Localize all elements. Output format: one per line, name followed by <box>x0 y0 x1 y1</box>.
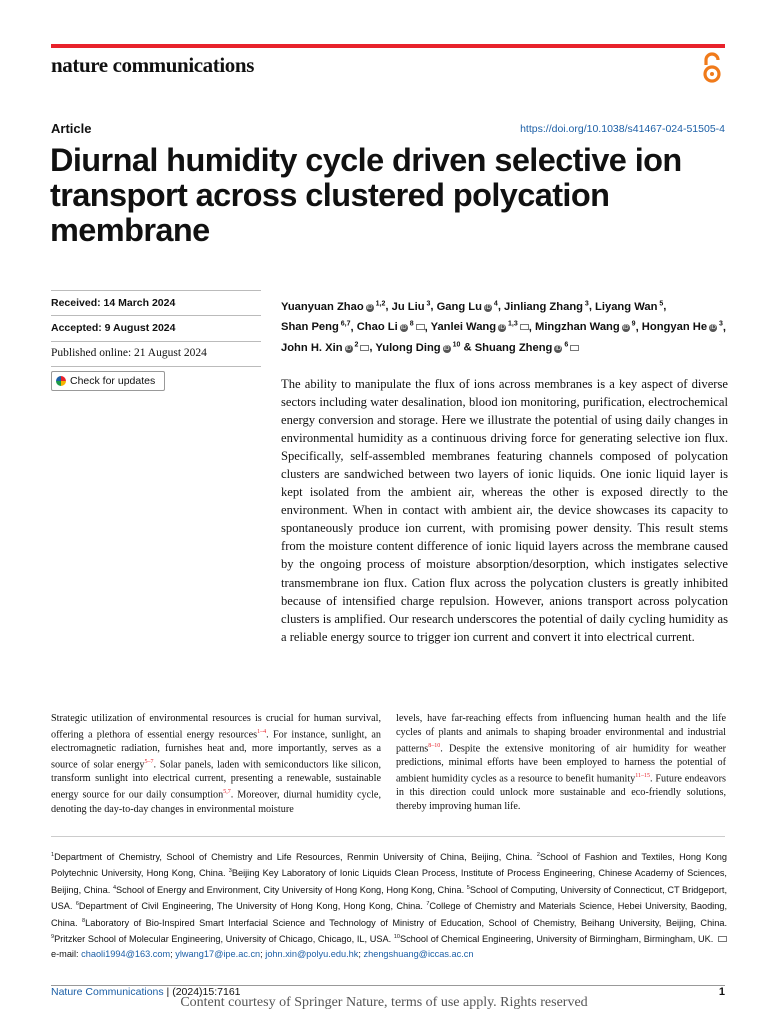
author <box>595 301 663 313</box>
affiliations: $^1$Department of Chemistry, School of Chemistry and Life Resources, Renmin University of China, Beijing, China. $^2$School of Fashion and Textiles, Hong Kong Polytechnic University, Hong Kong, China. $^3$Beijing Key Laboratory of Ionic Liquids Clean Process, Institute of Process Engineering, Chinese Academy of Sciences, Beijing, China. $^4$School of Energy and Environment, City University of Hong Kong, Hong Kong, China. $^5$School of Computing, University of Connecticut, CT Bridgeport, USA. $^6$Department of Civil Engineering, The University of Hong Kong, Hong Kong, China. $^7$College of Chemistry and Materials Science, Hebei University, Baoding, China. $^8$Laboratory of Bio-Inspired Smart Interfacial Science and Technology of Ministry of Education, School of Chemistry, Beihang University, Beijing, China. $^9$Pritzker School of Molecular Engineering, University of Chicago, Chicago, IL, USA. $^{10}$School of Chemical Engineering, University of Birmingham, Birmingham, UK. e-mail: chaoli1994@163.com; ylwang17@ipe.ac.cn; john.xin@polyu.edu.hk; zhengshuang@iccas.ac.cn <box>51 852 728 959</box>
accepted-date: Accepted: 9 August 2024 <box>51 322 176 334</box>
reference-marker: 5,7 <box>223 789 231 796</box>
affiliation-text: College of Chemistry and Materials Science, Hebei University, Baoding, China. <box>51 901 727 928</box>
page-number: 1 <box>718 986 725 998</box>
orcid-icon[interactable]: iD <box>485 304 491 311</box>
author-affiliation-marker: 2 <box>352 341 359 349</box>
author-name: Ju Liu <box>391 300 425 313</box>
author <box>281 342 369 354</box>
author <box>535 321 636 333</box>
author-affiliation-marker: 3 <box>582 300 589 307</box>
affiliation-number: 2 <box>536 852 540 858</box>
open-access-icon <box>701 52 723 84</box>
body-column-left <box>51 712 381 817</box>
affiliation-text: School of Fashion and Textiles, Hong Kong Polytechnic University, Hong Kong, China. <box>51 852 728 879</box>
author-name: Yanlei Wang <box>430 321 497 334</box>
author-name: Shan Peng <box>281 321 339 334</box>
body-column-right <box>396 712 726 814</box>
email-link[interactable]: chaoli1994@163.com <box>81 948 171 959</box>
affiliation-number: 4 <box>112 884 116 891</box>
affiliation-number: 3 <box>228 868 232 875</box>
author <box>392 301 431 313</box>
envelope-icon[interactable] <box>360 345 369 351</box>
author-name: Shuang Zheng <box>474 342 553 355</box>
affiliation-text: School of Computing, University of Connecticut, CT Bridgeport, USA. <box>51 885 727 912</box>
crossmark-icon <box>56 376 66 386</box>
orcid-icon[interactable]: iD <box>443 346 450 353</box>
affiliation-text: School of Energy and Environment, City University of Hong Kong, Hong Kong, China. <box>116 885 467 895</box>
envelope-icon <box>718 936 727 942</box>
envelope-icon[interactable] <box>520 324 529 330</box>
email-label: e-mail: <box>51 948 82 959</box>
courtesy-notice: Content courtesy of Springer Nature, terms of use apply. Rights reserved <box>180 995 588 1010</box>
author-affiliation-marker: 4 <box>491 300 498 307</box>
affiliation-text: Beijing Key Laboratory of Ionic Liquids Clean Process, Institute of Process Engineering, Chinese Academy of Sciences, Beijing, China. <box>51 868 727 895</box>
author <box>281 301 385 313</box>
affiliation-text: Pritzker School of Molecular Engineering, University of Chicago, Chicago, IL, USA. <box>54 934 394 945</box>
body-text: . Future endeavors in this direction could unlock more sustainable and eco-friendly solutions, thereby improving human life. <box>396 773 726 813</box>
divider <box>51 836 725 837</box>
orcid-icon[interactable]: iD <box>499 325 505 332</box>
affiliation-number: 1 <box>51 852 55 858</box>
affiliation-text: Department of Chemistry, School of Chemistry and Life Resources, Renmin University of China, Beijing, China. <box>54 852 537 863</box>
reference-marker: 8–10 <box>428 742 441 749</box>
author-affiliation-marker: 3 <box>424 300 431 307</box>
author-affiliation-marker: 5 <box>657 300 664 307</box>
author-name: Yulong Ding <box>375 342 441 355</box>
divider <box>51 315 261 316</box>
author-name: Hongyan He <box>641 321 708 334</box>
check-for-updates-button[interactable] <box>51 371 165 391</box>
email-link[interactable]: zhengshuang@iccas.ac.cn <box>363 948 474 959</box>
orcid-icon[interactable]: iD <box>555 346 562 353</box>
orcid-icon[interactable]: iD <box>345 346 352 353</box>
footer-journal: Nature Communications <box>51 986 164 998</box>
author-name: Yuanyuan Zhao <box>281 300 364 313</box>
body-text: . Moreover, diurnal humidity cycle, denoting the day-to-day changes in environmental moisture <box>51 789 381 815</box>
orcid-icon[interactable]: iD <box>400 325 407 332</box>
body-text: . Despite the extensive monitoring of air humidity for weather predictions, minimal efforts have been employed to harness the potential of ambient humidity cycles as a resource to benefit humanity <box>396 743 726 785</box>
affiliation-number: 7 <box>426 901 430 908</box>
affiliation-number: 5 <box>466 884 470 891</box>
footer-volume: | (2024)15:7161 <box>163 986 241 998</box>
divider <box>51 366 261 367</box>
author-affiliation-marker: 1,3 <box>506 320 518 328</box>
affiliation-text: Department of Civil Engineering, The University of Hong Kong, Hong Kong, China. <box>78 901 427 912</box>
author <box>504 301 589 313</box>
affiliation-number: 6 <box>75 901 79 908</box>
author-name: Gang Lu <box>436 300 482 313</box>
orcid-icon[interactable]: iD <box>710 325 716 332</box>
body-text: levels, have far-reaching effects from influencing human health and the life cycles of plants and animals to shaping broader environmental and industrial patterns <box>396 713 726 755</box>
article-title: Diurnal humidity cycle driven selective ion transport across clustered polycation membrane <box>50 142 682 248</box>
journal-accent-bar <box>51 44 725 48</box>
reference-marker: 5–7 <box>144 759 154 766</box>
author-affiliation-marker: 8 <box>407 320 414 328</box>
author-affiliation-marker: 10 <box>450 341 461 349</box>
author <box>475 342 580 354</box>
body-text: . For instance, sunlight, an electromagnetic radiation, furnishes heat and, more importantly, serves as a source of solar energy <box>51 729 381 771</box>
divider <box>51 290 261 291</box>
affiliation-number: 8 <box>82 917 86 924</box>
author-name: Jinliang Zhang <box>504 300 583 313</box>
body-text: . Solar panels, laden with semiconductors like silicon, transform sunlight into electrical current, presenting a renewable, sustainable energy source for our daily consumption <box>51 759 381 801</box>
envelope-icon[interactable] <box>570 345 579 351</box>
author <box>281 321 351 333</box>
email-link[interactable]: john.xin@polyu.edu.hk <box>265 948 359 959</box>
author <box>437 301 498 313</box>
author <box>375 342 460 354</box>
affiliation-number: 9 <box>51 934 55 941</box>
author <box>431 321 529 333</box>
author <box>357 321 425 333</box>
affiliation-text: Laboratory of Bio-Inspired Smart Interfacial Science and Technology of Ministry of Education, School of Chemistry, Beihang University, Beijing, China. <box>85 917 727 928</box>
envelope-icon[interactable] <box>416 324 425 330</box>
author-affiliation-marker: 6,7 <box>338 320 351 328</box>
author-affiliation-marker: 6 <box>562 341 569 349</box>
author-name: Mingzhan Wang <box>535 321 620 334</box>
check-for-updates-label: Check for updates <box>70 375 156 387</box>
author <box>642 321 723 333</box>
body-text: Strategic utilization of environmental resources is crucial for human survival, offering a plethora of essential energy resources <box>51 713 381 741</box>
author-affiliation-marker: 9 <box>629 320 636 328</box>
article-type: Article <box>51 121 92 136</box>
reference-marker: 11–15 <box>635 773 651 780</box>
abstract: The ability to manipulate the flux of ions across membranes is a key aspect of diverse sectors including water desalination, blood ion monitoring, purification, electrochemical energy conversion and storage. Here we illustrate the potential of using daily changes in environmental humidity as a continuous driving force for generating selective ion flux. Specifically, self-assembled membranes featuring channels composed of polycation clusters are sandwiched between two layers of ionic liquids. One ionic liquid layer is kept isolated from the ambient air, whereas the other is exposed directly to the environment. When in contact with ambient air, the device showcases its capacity to spontaneously produce ion current, with promising power density. This result stems from the moisture content difference of ionic liquid layers across the membrane caused by the ongoing process of moisture absorption/desorption, which instigates selective transmembrane ion flux. Cation flux across the polycation clusters is greatly inhibited because of intensified charge repulsion. However, anions transport across polycation clusters is amplified. Our research underscores the potential of daily cycling humidity as a reliable energy source to trigger ion current and convert it into electrical current. <box>281 377 728 644</box>
reference-marker: 1–4 <box>257 728 267 735</box>
divider <box>51 341 261 342</box>
published-date: Published online: 21 August 2024 <box>51 347 207 359</box>
author-name: John H. Xin <box>281 342 343 355</box>
affiliation-text: School of Chemical Engineering, University of Birmingham, Birmingham, UK. <box>399 934 716 945</box>
author-name: Liyang Wan <box>595 300 658 313</box>
author-affiliation-marker: 3 <box>717 320 723 328</box>
affiliation-number: 10 <box>393 934 400 941</box>
orcid-icon[interactable]: iD <box>622 325 629 332</box>
email-link[interactable]: ylwang17@ipe.ac.cn <box>175 948 261 959</box>
author-list: Yuanyuan Zhao iD $^{1,2}$, Ju Liu $^3$, Gang Lu iD $^4$, Jinliang Zhang $^3$, Liyang Wan $^5$, Shan Peng $^{6,7}$, Chao Li iD $^8$ , Yanlei Wang iD $^{1,3}$ , Mingzhan Wang iD $^9$, Hongyan He iD $^3$, John H. Xin iD $^2$ , Yulong Ding iD $^{10}$ & Shuang Zheng iD $^6$ <box>281 300 727 355</box>
orcid-icon[interactable]: iD <box>366 304 373 311</box>
received-date: Received: 14 March 2024 <box>51 297 176 309</box>
author-name: Chao Li <box>356 321 398 334</box>
doi-link[interactable]: https://doi.org/10.1038/s41467-024-51505-4 <box>520 123 725 135</box>
author-affiliation-marker: 1,2 <box>373 300 386 307</box>
journal-name: nature communications <box>51 53 254 77</box>
